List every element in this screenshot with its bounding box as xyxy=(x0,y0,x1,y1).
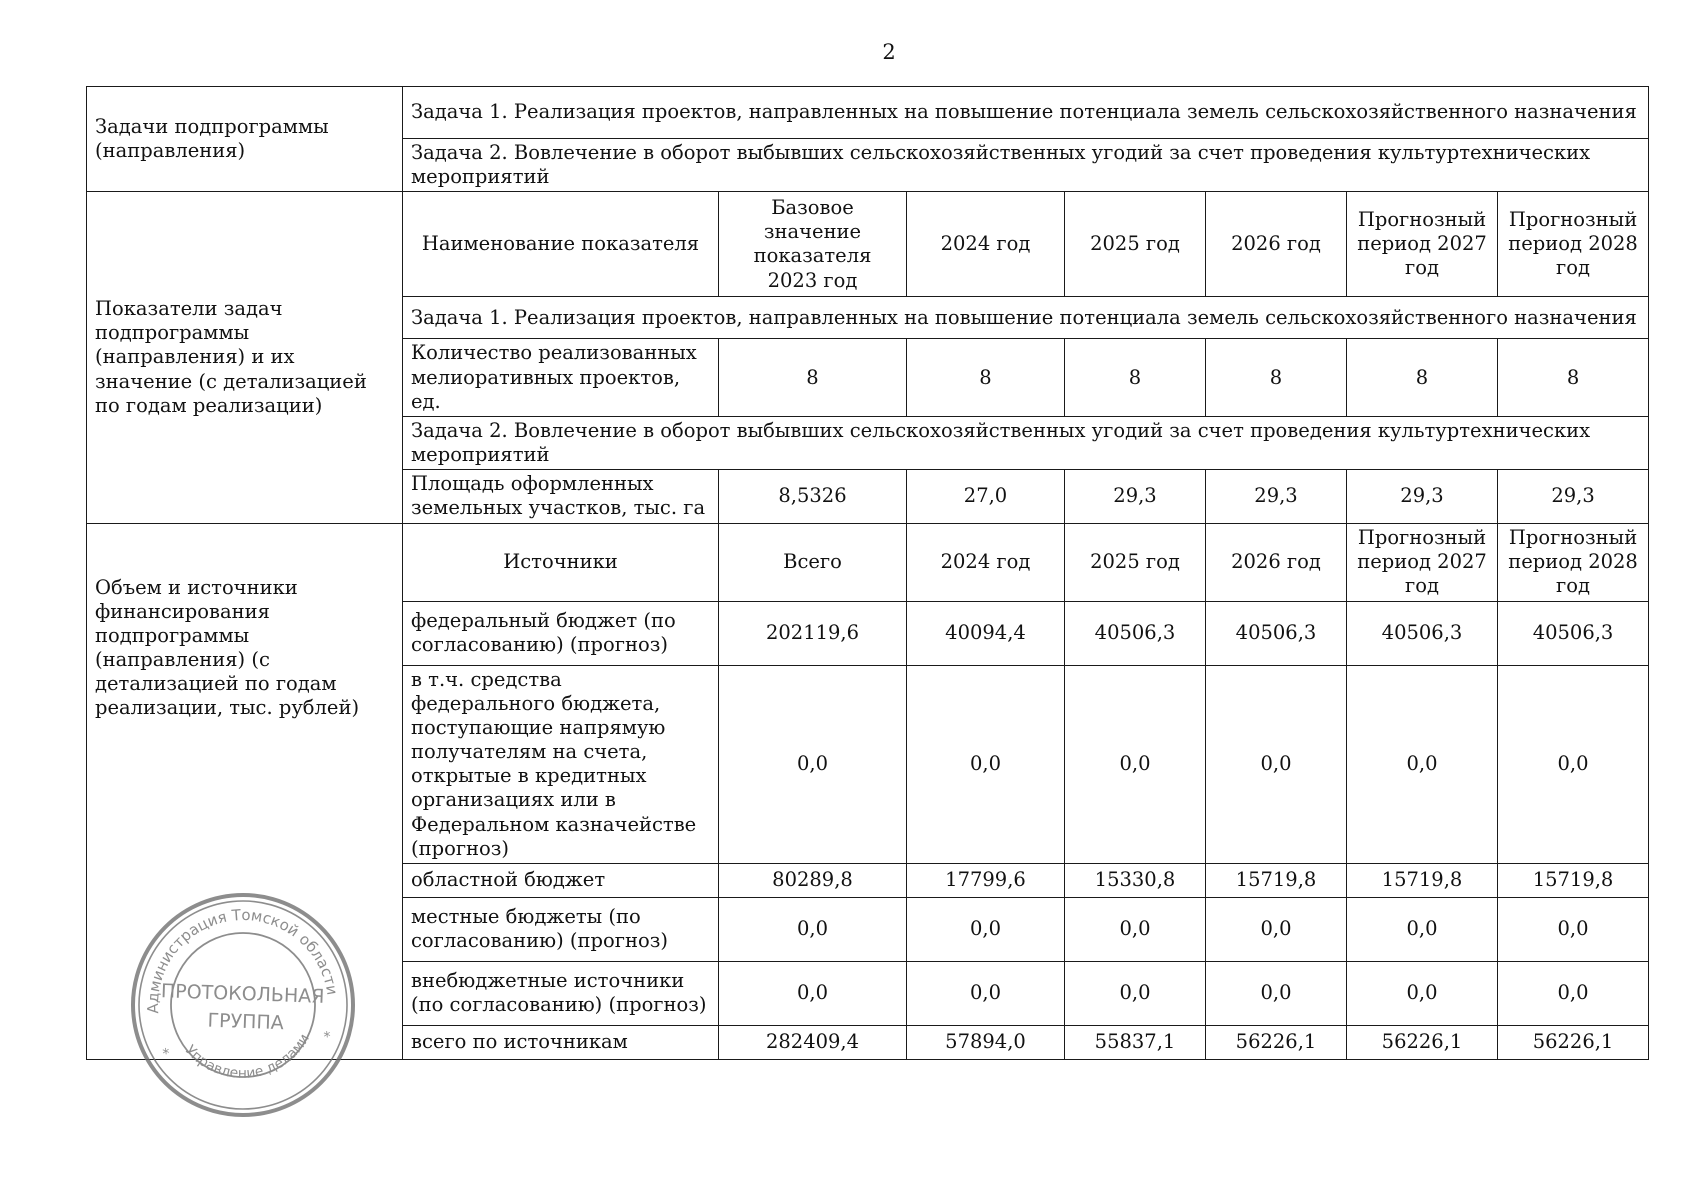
indicator-value: 8 xyxy=(719,339,907,417)
financing-value: 0,0 xyxy=(719,665,907,863)
indicator-header-name: Наименование показателя xyxy=(403,192,719,297)
financing-value: 282409,4 xyxy=(719,1025,907,1059)
financing-value: 55837,1 xyxy=(1065,1025,1206,1059)
financing-value: 0,0 xyxy=(907,665,1065,863)
indicator-header-base: Базовое значение показателя 2023 год xyxy=(719,192,907,297)
financing-value: 0,0 xyxy=(1347,961,1498,1025)
indicator-value: 8 xyxy=(1206,339,1347,417)
financing-value: 56226,1 xyxy=(1206,1025,1347,1059)
indicator-header-2026: 2026 год xyxy=(1206,192,1347,297)
indicator-value: 29,3 xyxy=(1347,470,1498,523)
financing-header-2026: 2026 год xyxy=(1206,523,1347,601)
financing-value: 15719,8 xyxy=(1206,863,1347,897)
financing-header-2025: 2025 год xyxy=(1065,523,1206,601)
financing-value: 0,0 xyxy=(719,961,907,1025)
financing-value: 0,0 xyxy=(1065,665,1206,863)
table-row xyxy=(87,523,1649,601)
stamp-outer-text: Администрация Томской области xyxy=(143,905,342,1015)
protocol-group-stamp xyxy=(128,890,358,1120)
task-1-text: Задача 1. Реализация проектов, направленных на повышение потенциала земель сельскохозяйственного назначения xyxy=(403,87,1649,139)
financing-value: 40094,4 xyxy=(907,601,1065,665)
indicator-value: 27,0 xyxy=(907,470,1065,523)
stamp-bottom-text: Управление делами xyxy=(181,1031,313,1082)
financing-source: всего по источникам xyxy=(403,1025,719,1059)
indicators-label: Показатели задач подпрограммы (направления) и их значение (с детализацией по годам реализации) xyxy=(87,192,403,523)
financing-label: Объем и источники финансирования подпрограммы (направления) (с детализацией по годам реализации, тыс. рублей) xyxy=(87,523,403,1059)
financing-value: 40506,3 xyxy=(1347,601,1498,665)
financing-value: 15330,8 xyxy=(1065,863,1206,897)
financing-value: 40506,3 xyxy=(1206,601,1347,665)
table-row xyxy=(87,87,1649,139)
financing-value: 40506,3 xyxy=(1065,601,1206,665)
financing-value: 0,0 xyxy=(1498,897,1649,961)
financing-value: 0,0 xyxy=(1498,665,1649,863)
financing-value: 57894,0 xyxy=(907,1025,1065,1059)
financing-value: 40506,3 xyxy=(1498,601,1649,665)
stamp-line-1: ПРОТОКОЛЬНАЯ xyxy=(160,980,325,1008)
financing-value: 0,0 xyxy=(1347,665,1498,863)
financing-source: федеральный бюджет (по согласованию) (прогноз) xyxy=(403,601,719,665)
financing-value: 0,0 xyxy=(1206,961,1347,1025)
indicator-value: 8 xyxy=(1065,339,1206,417)
financing-header-2024: 2024 год xyxy=(907,523,1065,601)
table-row xyxy=(87,192,1649,297)
indicator-value: 8 xyxy=(1347,339,1498,417)
indicator-value: 29,3 xyxy=(1498,470,1649,523)
financing-source: местные бюджеты (по согласованию) (прогноз) xyxy=(403,897,719,961)
indicator-value: 8 xyxy=(907,339,1065,417)
stamp-line-2: ГРУППА xyxy=(207,1009,285,1035)
financing-header-total: Всего xyxy=(719,523,907,601)
task-2-text: Задача 2. Вовлечение в оборот выбывших сельскохозяйственных угодий за счет проведения культуртехнических мероприятий xyxy=(403,139,1649,192)
financing-source: в т.ч. средства федерального бюджета, поступающие напрямую получателям на счета, открытые в кредитных организациях или в Федеральном казначействе (прогноз) xyxy=(403,665,719,863)
indicator-name: Количество реализованных мелиоративных проектов, ед. xyxy=(403,339,719,417)
indicator-task-2: Задача 2. Вовлечение в оборот выбывших сельскохозяйственных угодий за счет проведения культуртехнических мероприятий xyxy=(403,416,1649,469)
financing-value: 17799,6 xyxy=(907,863,1065,897)
indicator-name: Площадь оформленных земельных участков, тыс. га xyxy=(403,470,719,523)
financing-value: 0,0 xyxy=(1065,961,1206,1025)
indicator-value: 29,3 xyxy=(1065,470,1206,523)
indicator-value: 8,5326 xyxy=(719,470,907,523)
indicator-header-2025: 2025 год xyxy=(1065,192,1206,297)
tasks-label: Задачи подпрограммы (направления) xyxy=(87,87,403,192)
financing-value: 56226,1 xyxy=(1498,1025,1649,1059)
financing-value: 0,0 xyxy=(1498,961,1649,1025)
financing-value: 0,0 xyxy=(1206,897,1347,961)
financing-value: 202119,6 xyxy=(719,601,907,665)
financing-value: 56226,1 xyxy=(1347,1025,1498,1059)
financing-value: 0,0 xyxy=(1347,897,1498,961)
financing-value: 0,0 xyxy=(719,897,907,961)
financing-value: 15719,8 xyxy=(1347,863,1498,897)
financing-value: 0,0 xyxy=(1065,897,1206,961)
financing-value: 0,0 xyxy=(907,897,1065,961)
indicator-header-2024: 2024 год xyxy=(907,192,1065,297)
indicator-task-1: Задача 1. Реализация проектов, направленных на повышение потенциала земель сельскохозяйственного назначения xyxy=(403,297,1649,339)
financing-header-2028: Прогнозный период 2028 год xyxy=(1498,523,1649,601)
financing-value: 0,0 xyxy=(1206,665,1347,863)
stamp-star-left-icon: * xyxy=(161,1045,171,1063)
page-number: 2 xyxy=(882,40,896,64)
indicator-value: 29,3 xyxy=(1206,470,1347,523)
indicator-value: 8 xyxy=(1498,339,1649,417)
stamp-star-right-icon: * xyxy=(323,1029,332,1046)
indicator-header-2027: Прогнозный период 2027 год xyxy=(1347,192,1498,297)
financing-header-sources: Источники xyxy=(403,523,719,601)
financing-value: 80289,8 xyxy=(719,863,907,897)
financing-value: 15719,8 xyxy=(1498,863,1649,897)
financing-source: областной бюджет xyxy=(403,863,719,897)
financing-source: внебюджетные источники (по согласованию) (прогноз) xyxy=(403,961,719,1025)
financing-header-2027: Прогнозный период 2027 год xyxy=(1347,523,1498,601)
indicator-header-2028: Прогнозный период 2028 год xyxy=(1498,192,1649,297)
financing-value: 0,0 xyxy=(907,961,1065,1025)
